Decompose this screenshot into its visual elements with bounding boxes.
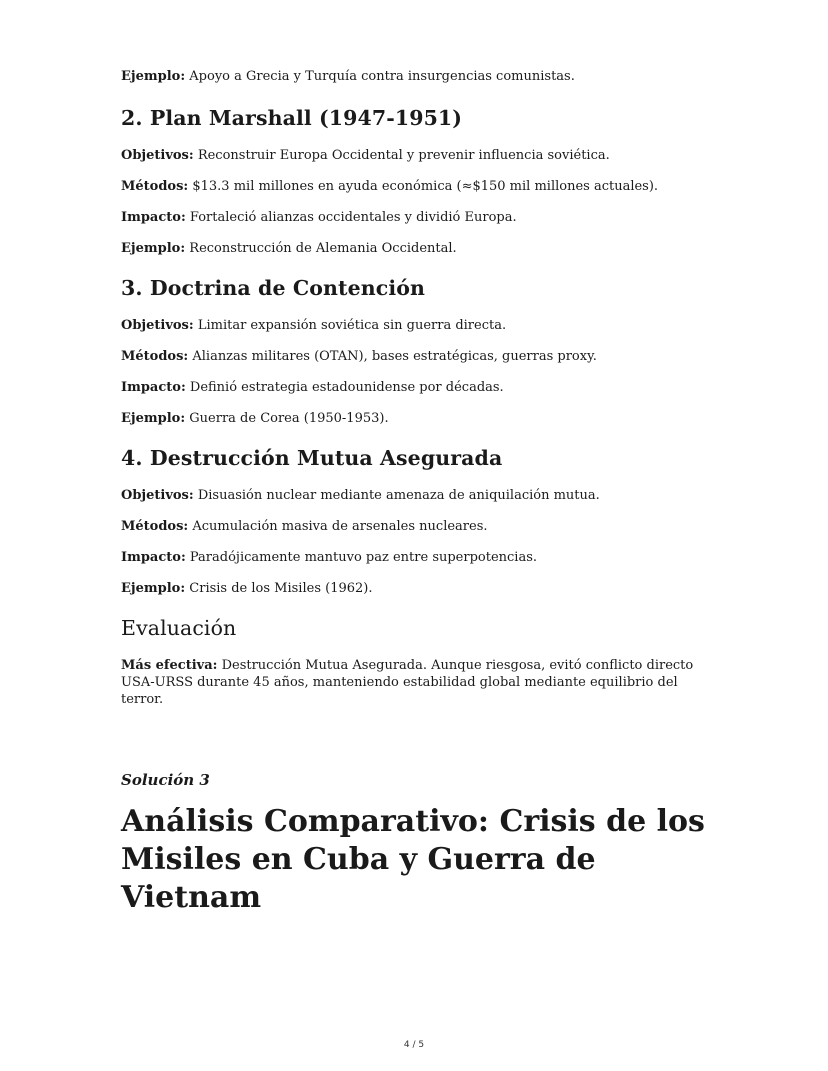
solution-label: Solución 3 <box>121 771 210 789</box>
item-label: Impacto: <box>121 210 186 225</box>
plan-marshall-metodos <box>121 178 721 195</box>
item-label: Objetivos: <box>121 318 194 333</box>
item-text: $13.3 mil millones en ayuda económica (≈$150 mil millones actuales). <box>192 179 659 194</box>
item-text: Definió estrategia estadounidense por décadas. <box>189 380 504 395</box>
contencion-objetivos <box>121 317 721 334</box>
solution-title: Análisis Comparativo: Crisis de los Misiles en Cuba y Guerra de Vietnam <box>121 804 705 915</box>
contencion-metodos <box>121 348 721 365</box>
contencion-impacto <box>121 379 721 396</box>
plan-marshall-ejemplo <box>121 240 721 257</box>
item-text: Alianzas militares (OTAN), bases estratégicas, guerras proxy. <box>192 349 597 364</box>
section-title-doctrina-contencion: 3. Doctrina de Contención <box>121 276 426 300</box>
item-text: Guerra de Corea (1950-1953). <box>189 411 389 426</box>
intro-example-text: Apoyo a Grecia y Turquía contra insurgencias comunistas. <box>189 69 575 84</box>
evaluation-text: Destrucción Mutua Asegurada. Aunque riesgosa, evitó conflicto directo USA-URSS durante 45 años, manteniendo estabilidad global mediante equilibrio del terror. <box>121 658 694 707</box>
item-label: Ejemplo: <box>121 411 186 426</box>
item-text: Acumulación masiva de arsenales nucleares. <box>192 519 488 534</box>
item-label: Ejemplo: <box>121 241 186 256</box>
plan-marshall-impacto <box>121 209 721 226</box>
contencion-ejemplo <box>121 410 721 427</box>
item-text: Limitar expansión soviética sin guerra directa. <box>197 318 507 333</box>
destruccion-objetivos <box>121 487 721 504</box>
item-label: Impacto: <box>121 380 186 395</box>
page-content <box>121 68 721 722</box>
intro-example-line <box>121 68 721 85</box>
item-label: Objetivos: <box>121 488 194 503</box>
intro-example-label: Ejemplo: <box>121 69 186 84</box>
item-text: Paradójicamente mantuvo paz entre superpotencias. <box>189 550 538 565</box>
evaluation-label: Más efectiva: <box>121 658 218 673</box>
evaluation-paragraph <box>121 657 721 708</box>
section-title-evaluacion: Evaluación <box>121 616 237 640</box>
section-title-plan-marshall: 2. Plan Marshall (1947-1951) <box>121 106 463 130</box>
item-text: Disuasión nuclear mediante amenaza de aniquilación mutua. <box>197 488 600 503</box>
page-number: 4 / 5 <box>403 1040 425 1050</box>
item-text: Crisis de los Misiles (1962). <box>189 581 373 596</box>
item-text: Reconstruir Europa Occidental y prevenir influencia soviética. <box>197 148 610 163</box>
plan-marshall-objetivos <box>121 147 721 164</box>
item-text: Reconstrucción de Alemania Occidental. <box>189 241 457 256</box>
destruccion-ejemplo <box>121 580 721 597</box>
destruccion-metodos <box>121 518 721 535</box>
item-label: Impacto: <box>121 550 186 565</box>
destruccion-impacto <box>121 549 721 566</box>
item-label: Ejemplo: <box>121 581 186 596</box>
item-label: Métodos: <box>121 519 189 534</box>
item-text: Fortaleció alianzas occidentales y dividió Europa. <box>189 210 517 225</box>
section-title-destruccion-mutua: 4. Destrucción Mutua Asegurada <box>121 446 503 470</box>
item-label: Objetivos: <box>121 148 194 163</box>
item-label: Métodos: <box>121 349 189 364</box>
item-label: Métodos: <box>121 179 189 194</box>
